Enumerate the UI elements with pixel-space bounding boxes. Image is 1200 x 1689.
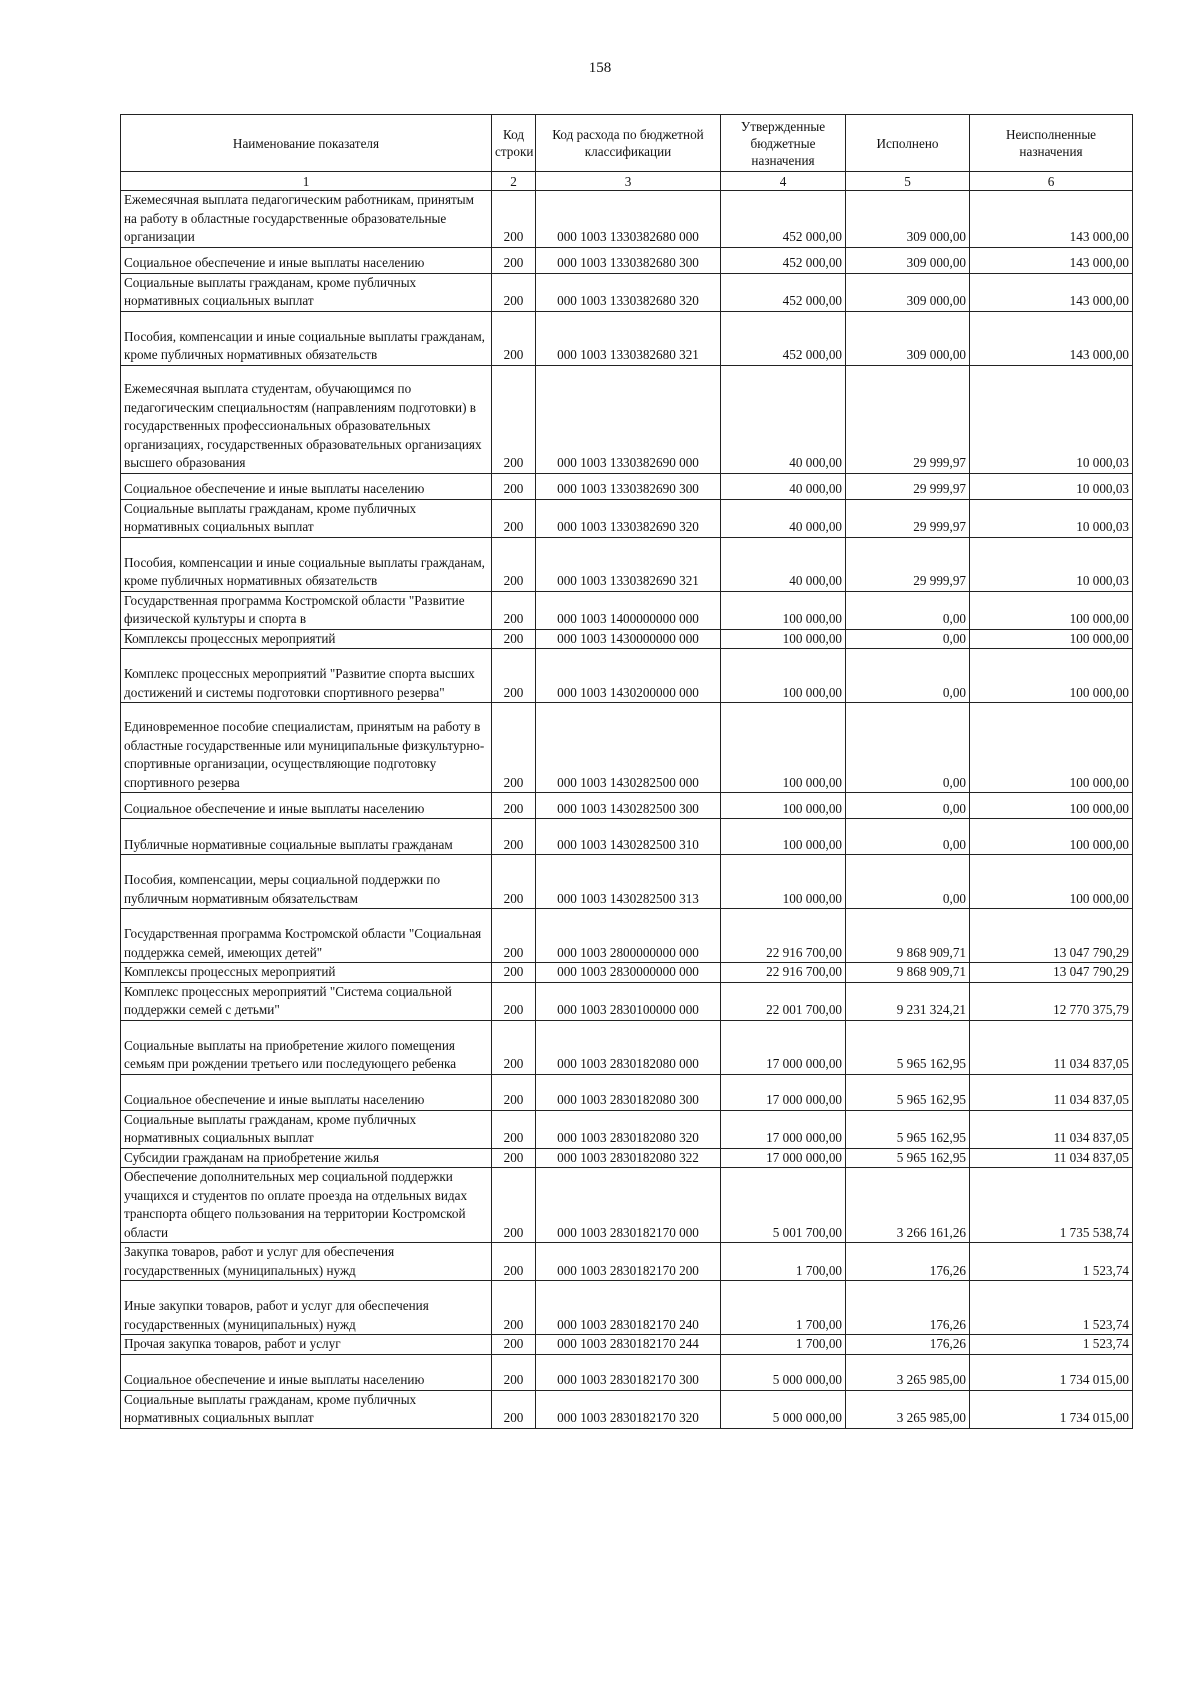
executed-amount-cell: 29 999,97 [846, 365, 970, 473]
approved-amount-cell: 40 000,00 [721, 499, 846, 537]
indicator-name-cell: Социальное обеспечение и иные выплаты населению [121, 793, 492, 819]
classification-code-cell: 000 1003 1430282500 000 [536, 703, 721, 793]
unexecuted-amount-cell: 12 770 375,79 [970, 982, 1133, 1020]
classification-code-cell: 000 1003 2800000000 000 [536, 909, 721, 963]
unexecuted-amount-cell: 10 000,03 [970, 499, 1133, 537]
classification-code-cell: 000 1003 2830182080 000 [536, 1020, 721, 1074]
approved-amount-cell: 40 000,00 [721, 365, 846, 473]
table-row [121, 1354, 1133, 1390]
table-row [121, 649, 1133, 703]
indicator-name-cell: Комплекс процессных мероприятий "Развитие спорта высших достижений и системы подготовки спортивного резерва" [121, 649, 492, 703]
unexecuted-amount-cell: 100 000,00 [970, 703, 1133, 793]
executed-amount-cell: 5 965 162,95 [846, 1074, 970, 1110]
unexecuted-amount-cell: 100 000,00 [970, 793, 1133, 819]
approved-amount-cell: 1 700,00 [721, 1281, 846, 1335]
table-row [121, 473, 1133, 499]
table-row [121, 1074, 1133, 1110]
table-row [121, 909, 1133, 963]
classification-code-cell: 000 1003 2830182170 200 [536, 1243, 721, 1281]
table-row [121, 499, 1133, 537]
approved-amount-cell: 100 000,00 [721, 629, 846, 649]
indicator-name-cell: Единовременное пособие специалистам, принятым на работу в областные государственные или муниципальные физкультурно-спортивные организации, осуществляющие подготовку спортивного резерва [121, 703, 492, 793]
classification-code-cell: 000 1003 2830000000 000 [536, 963, 721, 983]
line-code-cell: 200 [492, 365, 536, 473]
executed-amount-cell: 3 265 985,00 [846, 1390, 970, 1428]
header-approved: Утвержденные бюджетные назначения [721, 115, 846, 172]
table-row [121, 1281, 1133, 1335]
line-code-cell: 200 [492, 793, 536, 819]
unexecuted-amount-cell: 100 000,00 [970, 629, 1133, 649]
unexecuted-amount-cell: 10 000,03 [970, 365, 1133, 473]
budget-execution-table [120, 114, 1133, 1429]
table-row [121, 1148, 1133, 1168]
classification-code-cell: 000 1003 1430200000 000 [536, 649, 721, 703]
line-code-cell: 200 [492, 1243, 536, 1281]
executed-amount-cell: 0,00 [846, 629, 970, 649]
indicator-name-cell: Комплекс процессных мероприятий "Система социальной поддержки семей с детьми" [121, 982, 492, 1020]
column-number: 2 [492, 172, 536, 191]
header-executed: Исполнено [846, 115, 970, 172]
executed-amount-cell: 176,26 [846, 1243, 970, 1281]
classification-code-cell: 000 1003 1330382690 321 [536, 537, 721, 591]
unexecuted-amount-cell: 13 047 790,29 [970, 963, 1133, 983]
executed-amount-cell: 0,00 [846, 855, 970, 909]
approved-amount-cell: 5 001 700,00 [721, 1168, 846, 1243]
table-row [121, 982, 1133, 1020]
line-code-cell: 200 [492, 499, 536, 537]
classification-code-cell: 000 1003 2830182080 300 [536, 1074, 721, 1110]
unexecuted-amount-cell: 1 523,74 [970, 1335, 1133, 1355]
classification-code-cell: 000 1003 1400000000 000 [536, 591, 721, 629]
executed-amount-cell: 0,00 [846, 793, 970, 819]
approved-amount-cell: 22 916 700,00 [721, 963, 846, 983]
line-code-cell: 200 [492, 1335, 536, 1355]
executed-amount-cell: 9 231 324,21 [846, 982, 970, 1020]
executed-amount-cell: 309 000,00 [846, 191, 970, 248]
table-row [121, 963, 1133, 983]
indicator-name-cell: Ежемесячная выплата педагогическим работникам, принятым на работу в областные государственные образовательные организации [121, 191, 492, 248]
table-row [121, 1390, 1133, 1428]
line-code-cell: 200 [492, 963, 536, 983]
executed-amount-cell: 0,00 [846, 591, 970, 629]
executed-amount-cell: 309 000,00 [846, 247, 970, 273]
approved-amount-cell: 100 000,00 [721, 649, 846, 703]
table-body [121, 191, 1133, 1429]
table-header-row [121, 115, 1133, 172]
table-row [121, 1243, 1133, 1281]
line-code-cell: 200 [492, 1281, 536, 1335]
approved-amount-cell: 5 000 000,00 [721, 1354, 846, 1390]
executed-amount-cell: 29 999,97 [846, 473, 970, 499]
classification-code-cell: 000 1003 1330382690 000 [536, 365, 721, 473]
indicator-name-cell: Социальные выплаты гражданам, кроме публичных нормативных социальных выплат [121, 273, 492, 311]
classification-code-cell: 000 1003 1330382690 300 [536, 473, 721, 499]
executed-amount-cell: 5 965 162,95 [846, 1020, 970, 1074]
table-row [121, 191, 1133, 248]
indicator-name-cell: Прочая закупка товаров, работ и услуг [121, 1335, 492, 1355]
line-code-cell: 200 [492, 909, 536, 963]
line-code-cell: 200 [492, 1110, 536, 1148]
approved-amount-cell: 452 000,00 [721, 273, 846, 311]
table-row [121, 629, 1133, 649]
unexecuted-amount-cell: 143 000,00 [970, 247, 1133, 273]
executed-amount-cell: 176,26 [846, 1335, 970, 1355]
unexecuted-amount-cell: 11 034 837,05 [970, 1110, 1133, 1148]
indicator-name-cell: Субсидии гражданам на приобретение жилья [121, 1148, 492, 1168]
table-row [121, 855, 1133, 909]
classification-code-cell: 000 1003 1330382690 320 [536, 499, 721, 537]
approved-amount-cell: 17 000 000,00 [721, 1148, 846, 1168]
classification-code-cell: 000 1003 1430000000 000 [536, 629, 721, 649]
executed-amount-cell: 0,00 [846, 649, 970, 703]
approved-amount-cell: 22 916 700,00 [721, 909, 846, 963]
column-number: 4 [721, 172, 846, 191]
line-code-cell: 200 [492, 247, 536, 273]
line-code-cell: 200 [492, 1020, 536, 1074]
line-code-cell: 200 [492, 311, 536, 365]
indicator-name-cell: Ежемесячная выплата студентам, обучающимся по педагогическим специальностям (направлениям подготовки) в государственных профессиональных образовательных организациях, государственных образовательных организациях высшего образования [121, 365, 492, 473]
approved-amount-cell: 17 000 000,00 [721, 1074, 846, 1110]
table-row [121, 537, 1133, 591]
table-row [121, 1168, 1133, 1243]
executed-amount-cell: 309 000,00 [846, 311, 970, 365]
approved-amount-cell: 100 000,00 [721, 819, 846, 855]
approved-amount-cell: 452 000,00 [721, 247, 846, 273]
executed-amount-cell: 0,00 [846, 819, 970, 855]
unexecuted-amount-cell: 11 034 837,05 [970, 1148, 1133, 1168]
indicator-name-cell: Государственная программа Костромской области "Развитие физической культуры и спорта в [121, 591, 492, 629]
unexecuted-amount-cell: 1 735 538,74 [970, 1168, 1133, 1243]
header-budget-classification: Код расхода по бюджетной классификации [536, 115, 721, 172]
line-code-cell: 200 [492, 591, 536, 629]
classification-code-cell: 000 1003 1330382680 000 [536, 191, 721, 248]
indicator-name-cell: Социальное обеспечение и иные выплаты населению [121, 1074, 492, 1110]
table-row [121, 1110, 1133, 1148]
table-row [121, 793, 1133, 819]
approved-amount-cell: 40 000,00 [721, 537, 846, 591]
classification-code-cell: 000 1003 1430282500 300 [536, 793, 721, 819]
indicator-name-cell: Социальное обеспечение и иные выплаты населению [121, 1354, 492, 1390]
header-unexecuted: Неисполненные назначения [970, 115, 1133, 172]
line-code-cell: 200 [492, 1354, 536, 1390]
executed-amount-cell: 309 000,00 [846, 273, 970, 311]
line-code-cell: 200 [492, 703, 536, 793]
line-code-cell: 200 [492, 649, 536, 703]
indicator-name-cell: Социальное обеспечение и иные выплаты населению [121, 473, 492, 499]
approved-amount-cell: 22 001 700,00 [721, 982, 846, 1020]
unexecuted-amount-cell: 143 000,00 [970, 311, 1133, 365]
table-row [121, 365, 1133, 473]
unexecuted-amount-cell: 1 734 015,00 [970, 1354, 1133, 1390]
classification-code-cell: 000 1003 2830182170 300 [536, 1354, 721, 1390]
approved-amount-cell: 100 000,00 [721, 855, 846, 909]
table-row [121, 247, 1133, 273]
executed-amount-cell: 5 965 162,95 [846, 1148, 970, 1168]
indicator-name-cell: Социальные выплаты гражданам, кроме публичных нормативных социальных выплат [121, 1390, 492, 1428]
unexecuted-amount-cell: 11 034 837,05 [970, 1020, 1133, 1074]
executed-amount-cell: 3 265 985,00 [846, 1354, 970, 1390]
unexecuted-amount-cell: 1 523,74 [970, 1243, 1133, 1281]
classification-code-cell: 000 1003 2830182080 322 [536, 1148, 721, 1168]
header-indicator-name: Наименование показателя [121, 115, 492, 172]
line-code-cell: 200 [492, 819, 536, 855]
unexecuted-amount-cell: 10 000,03 [970, 473, 1133, 499]
unexecuted-amount-cell: 13 047 790,29 [970, 909, 1133, 963]
indicator-name-cell: Закупка товаров, работ и услуг для обеспечения государственных (муниципальных) нужд [121, 1243, 492, 1281]
indicator-name-cell: Комплексы процессных мероприятий [121, 963, 492, 983]
executed-amount-cell: 5 965 162,95 [846, 1110, 970, 1148]
indicator-name-cell: Социальное обеспечение и иные выплаты населению [121, 247, 492, 273]
approved-amount-cell: 40 000,00 [721, 473, 846, 499]
line-code-cell: 200 [492, 537, 536, 591]
indicator-name-cell: Публичные нормативные социальные выплаты гражданам [121, 819, 492, 855]
indicator-name-cell: Пособия, компенсации и иные социальные выплаты гражданам, кроме публичных нормативных обязательств [121, 537, 492, 591]
line-code-cell: 200 [492, 982, 536, 1020]
line-code-cell: 200 [492, 1148, 536, 1168]
classification-code-cell: 000 1003 2830182170 320 [536, 1390, 721, 1428]
indicator-name-cell: Иные закупки товаров, работ и услуг для обеспечения государственных (муниципальных) нужд [121, 1281, 492, 1335]
unexecuted-amount-cell: 11 034 837,05 [970, 1074, 1133, 1110]
header-line-code: Код строки [492, 115, 536, 172]
classification-code-cell: 000 1003 1430282500 313 [536, 855, 721, 909]
classification-code-cell: 000 1003 2830182080 320 [536, 1110, 721, 1148]
table-row [121, 1335, 1133, 1355]
executed-amount-cell: 9 868 909,71 [846, 909, 970, 963]
line-code-cell: 200 [492, 273, 536, 311]
unexecuted-amount-cell: 100 000,00 [970, 649, 1133, 703]
executed-amount-cell: 29 999,97 [846, 499, 970, 537]
approved-amount-cell: 1 700,00 [721, 1243, 846, 1281]
executed-amount-cell: 3 266 161,26 [846, 1168, 970, 1243]
column-number: 3 [536, 172, 721, 191]
approved-amount-cell: 452 000,00 [721, 191, 846, 248]
classification-code-cell: 000 1003 2830182170 000 [536, 1168, 721, 1243]
classification-code-cell: 000 1003 1330382680 300 [536, 247, 721, 273]
table-row [121, 1020, 1133, 1074]
line-code-cell: 200 [492, 191, 536, 248]
approved-amount-cell: 100 000,00 [721, 793, 846, 819]
classification-code-cell: 000 1003 1430282500 310 [536, 819, 721, 855]
executed-amount-cell: 0,00 [846, 703, 970, 793]
line-code-cell: 200 [492, 473, 536, 499]
line-code-cell: 200 [492, 629, 536, 649]
table-row [121, 819, 1133, 855]
unexecuted-amount-cell: 10 000,03 [970, 537, 1133, 591]
unexecuted-amount-cell: 1 523,74 [970, 1281, 1133, 1335]
unexecuted-amount-cell: 1 734 015,00 [970, 1390, 1133, 1428]
line-code-cell: 200 [492, 1390, 536, 1428]
approved-amount-cell: 452 000,00 [721, 311, 846, 365]
unexecuted-amount-cell: 143 000,00 [970, 191, 1133, 248]
table-row [121, 591, 1133, 629]
approved-amount-cell: 100 000,00 [721, 703, 846, 793]
column-number: 5 [846, 172, 970, 191]
line-code-cell: 200 [492, 855, 536, 909]
indicator-name-cell: Социальные выплаты гражданам, кроме публичных нормативных социальных выплат [121, 1110, 492, 1148]
unexecuted-amount-cell: 100 000,00 [970, 819, 1133, 855]
classification-code-cell: 000 1003 1330382680 321 [536, 311, 721, 365]
classification-code-cell: 000 1003 2830182170 244 [536, 1335, 721, 1355]
indicator-name-cell: Комплексы процессных мероприятий [121, 629, 492, 649]
classification-code-cell: 000 1003 2830100000 000 [536, 982, 721, 1020]
line-code-cell: 200 [492, 1168, 536, 1243]
table-row [121, 703, 1133, 793]
table-row [121, 311, 1133, 365]
column-number: 6 [970, 172, 1133, 191]
column-number-row [121, 172, 1133, 191]
table-row [121, 273, 1133, 311]
approved-amount-cell: 1 700,00 [721, 1335, 846, 1355]
executed-amount-cell: 9 868 909,71 [846, 963, 970, 983]
indicator-name-cell: Обеспечение дополнительных мер социальной поддержки учащихся и студентов по оплате проезда на отдельных видах транспорта общего пользования на территории Костромской области [121, 1168, 492, 1243]
approved-amount-cell: 100 000,00 [721, 591, 846, 629]
indicator-name-cell: Государственная программа Костромской области "Социальная поддержка семей, имеющих детей" [121, 909, 492, 963]
unexecuted-amount-cell: 100 000,00 [970, 591, 1133, 629]
unexecuted-amount-cell: 143 000,00 [970, 273, 1133, 311]
column-number: 1 [121, 172, 492, 191]
classification-code-cell: 000 1003 2830182170 240 [536, 1281, 721, 1335]
indicator-name-cell: Пособия, компенсации, меры социальной поддержки по публичным нормативным обязательствам [121, 855, 492, 909]
approved-amount-cell: 17 000 000,00 [721, 1110, 846, 1148]
approved-amount-cell: 17 000 000,00 [721, 1020, 846, 1074]
executed-amount-cell: 176,26 [846, 1281, 970, 1335]
indicator-name-cell: Социальные выплаты гражданам, кроме публичных нормативных социальных выплат [121, 499, 492, 537]
unexecuted-amount-cell: 100 000,00 [970, 855, 1133, 909]
line-code-cell: 200 [492, 1074, 536, 1110]
indicator-name-cell: Социальные выплаты на приобретение жилого помещения семьям при рождении третьего или последующего ребенка [121, 1020, 492, 1074]
executed-amount-cell: 29 999,97 [846, 537, 970, 591]
classification-code-cell: 000 1003 1330382680 320 [536, 273, 721, 311]
indicator-name-cell: Пособия, компенсации и иные социальные выплаты гражданам, кроме публичных нормативных обязательств [121, 311, 492, 365]
approved-amount-cell: 5 000 000,00 [721, 1390, 846, 1428]
page-number: 158 [588, 60, 612, 76]
